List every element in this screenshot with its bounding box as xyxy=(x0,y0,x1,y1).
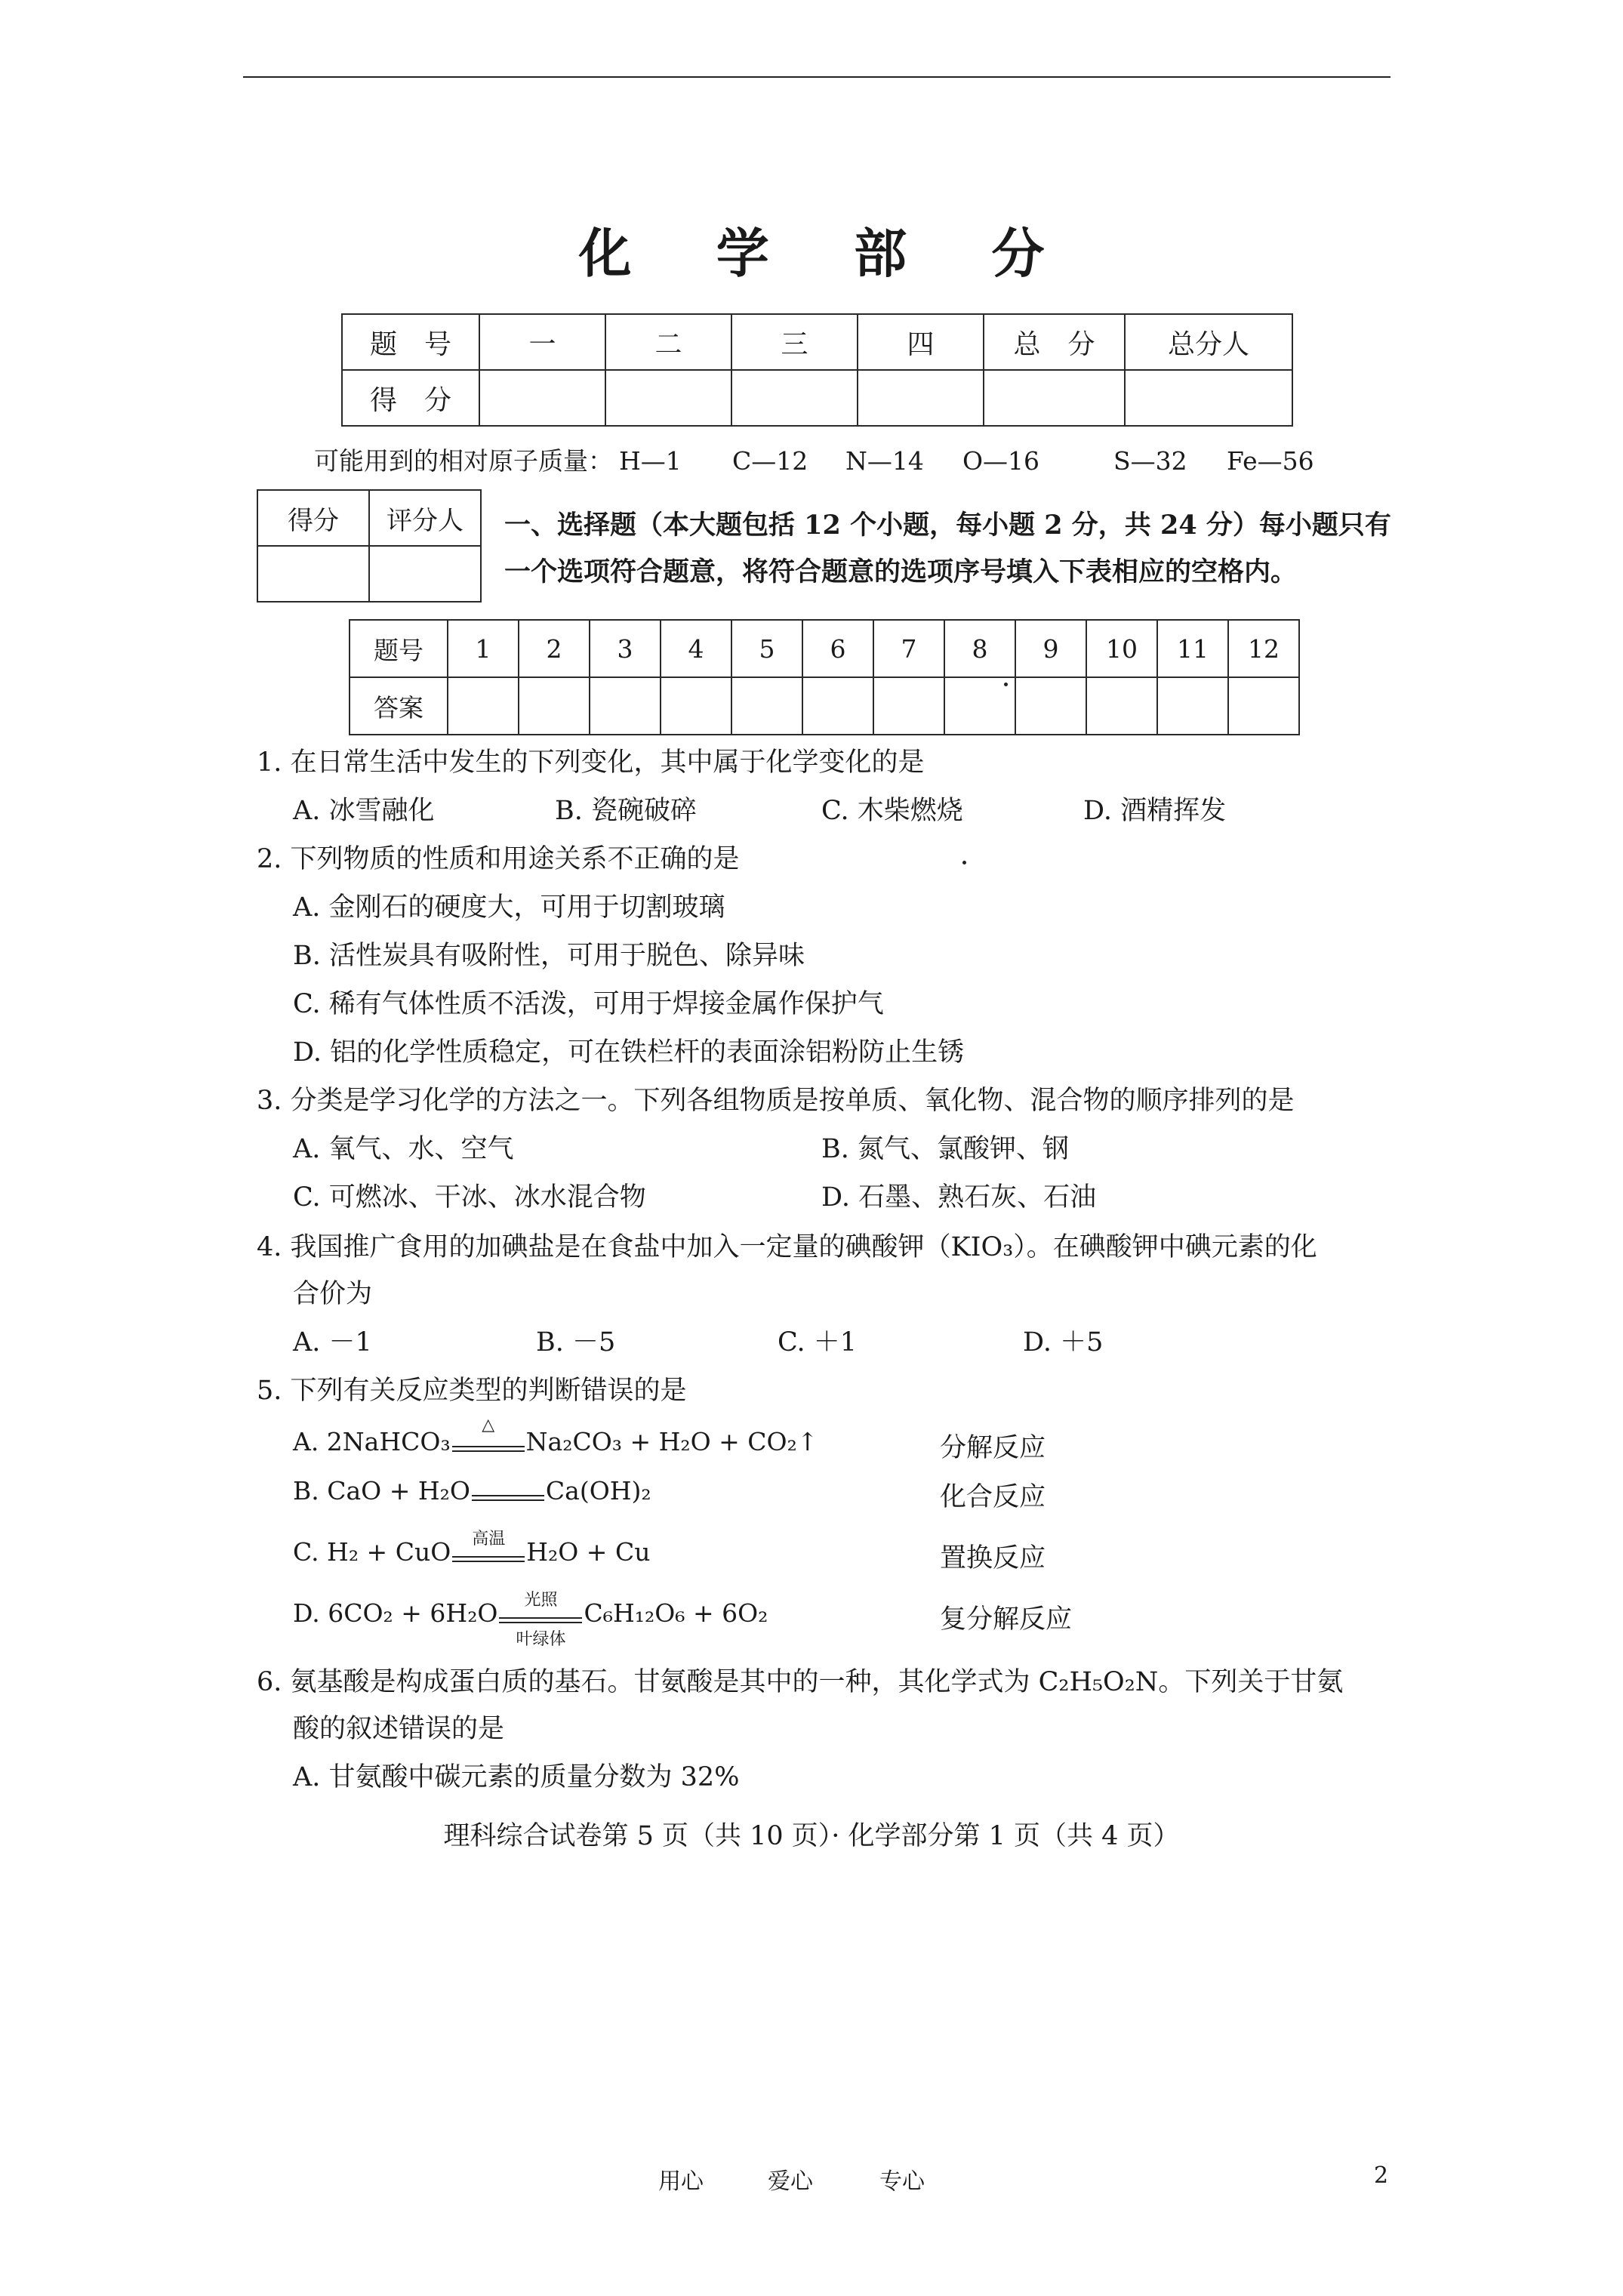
equation-c-products: H₂O + Cu xyxy=(526,1537,651,1567)
answer-table xyxy=(349,619,1300,735)
score-header-cell: 四 xyxy=(858,314,984,370)
equation-b-reactants: B. CaO + H₂O xyxy=(293,1476,470,1505)
equation-a-type: 分解反应 xyxy=(940,1433,1046,1463)
page-title: 化 学 部 分 xyxy=(578,222,1078,285)
equation-c-type: 置换反应 xyxy=(940,1543,1046,1573)
answer-cell[interactable] xyxy=(448,677,519,735)
equation-d-reactants: D. 6CO₂ + 6H₂O xyxy=(293,1598,498,1628)
question-3-option-d: D. 石墨、熟石灰、石油 xyxy=(821,1182,1097,1213)
score-header-cell: 总 分 xyxy=(984,314,1125,370)
answer-cell[interactable] xyxy=(519,677,590,735)
equation-condition-below: 叶绿体 xyxy=(516,1630,566,1649)
answer-table-number: 4 xyxy=(661,620,731,677)
equation-d-products: C₆H₁₂O₆ + 6O₂ xyxy=(584,1598,768,1628)
score-header-cell: 一 xyxy=(479,314,605,370)
answer-table-number: 12 xyxy=(1228,620,1299,677)
question-3-stem: 3. 分类是学习化学的方法之一。下列各组物质是按单质、氧化物、混合物的顺序排列的是 xyxy=(257,1086,1295,1116)
answer-cell[interactable] xyxy=(590,677,661,735)
equation-arrow xyxy=(452,1416,525,1455)
equation-c xyxy=(293,1530,651,1567)
answer-table-number: 7 xyxy=(873,620,944,677)
equation-a-products: Na₂CO₃ + H₂O + CO₂↑ xyxy=(525,1427,818,1456)
question-3-option-a: A. 氧气、水、空气 xyxy=(293,1134,514,1164)
score-header-cell: 总分人 xyxy=(1125,314,1292,370)
question-4-option-c: C. ＋1 xyxy=(778,1327,858,1358)
answer-table-q-label: 题号 xyxy=(350,620,448,677)
question-2-stem: 2. 下列物质的性质和用途关系不正确的是 xyxy=(257,844,740,874)
grader-box xyxy=(257,489,482,603)
question-1-option-c: C. 木柴燃烧 xyxy=(821,796,963,826)
grader-name-label: 评分人 xyxy=(369,490,481,546)
question-4-stem-cont: 合价为 xyxy=(293,1279,373,1309)
score-header-cell: 二 xyxy=(605,314,731,370)
question-1-stem: 1. 在日常生活中发生的下列变化，其中属于化学变化的是 xyxy=(257,747,925,778)
question-3-option-b: B. 氮气、氯酸钾、钢 xyxy=(821,1134,1069,1164)
question-4-stem: 4. 我国推广食用的加碘盐是在食盐中加入一定量的碘酸钾（KIO₃）。在碘酸钾中碘元素的化 xyxy=(257,1232,1317,1262)
answer-cell[interactable] xyxy=(731,677,802,735)
equation-b-type: 化合反应 xyxy=(940,1482,1046,1512)
question-3-option-c: C. 可燃冰、干冰、冰水混合物 xyxy=(293,1182,646,1213)
question-2-option-a: A. 金刚石的硬度大，可用于切割玻璃 xyxy=(293,892,725,923)
answer-cell[interactable] xyxy=(1015,677,1086,735)
score-cell[interactable] xyxy=(605,370,731,426)
answer-table-a-label: 答案 xyxy=(350,677,448,735)
question-4-option-d: D. ＋5 xyxy=(1023,1327,1104,1358)
equation-arrow xyxy=(472,1481,544,1504)
print-speck xyxy=(962,861,966,864)
score-cell[interactable] xyxy=(731,370,858,426)
answer-table-number: 6 xyxy=(802,620,873,677)
equation-a xyxy=(293,1416,818,1456)
question-6-stem: 6. 氨基酸是构成蛋白质的基石。甘氨酸是其中的一种，其化学式为 C₂H₅O₂N。下列关于甘氨 xyxy=(257,1667,1344,1697)
atomic-mass-item: Fe—56 xyxy=(1227,446,1314,476)
question-5-stem: 5. 下列有关反应类型的判断错误的是 xyxy=(257,1376,687,1406)
top-rule xyxy=(243,76,1390,78)
atomic-masses-label: 可能用到的相对原子质量： xyxy=(314,446,613,476)
answer-table-number: 11 xyxy=(1157,620,1228,677)
atomic-mass-item: O—16 xyxy=(962,446,1040,476)
grader-score-label: 得分 xyxy=(257,490,369,546)
answer-cell[interactable] xyxy=(1086,677,1157,735)
motto-item: 用心 xyxy=(658,2168,704,2195)
score-cell[interactable] xyxy=(984,370,1125,426)
question-1-option-b: B. 瓷碗破碎 xyxy=(555,796,697,826)
question-1-option-a: A. 冰雪融化 xyxy=(293,796,435,826)
question-2-option-b: B. 活性炭具有吸附性，可用于脱色、除异味 xyxy=(293,941,805,971)
answer-table-number: 3 xyxy=(590,620,661,677)
question-2-option-d: D. 铝的化学性质稳定，可在铁栏杆的表面涂铝粉防止生锈 xyxy=(293,1037,965,1068)
question-2-option-c: C. 稀有气体性质不活泼，可用于焊接金属作保护气 xyxy=(293,989,884,1019)
question-4-option-a: A. －1 xyxy=(293,1327,372,1358)
atomic-mass-item: S—32 xyxy=(1113,446,1187,476)
answer-table-number: 9 xyxy=(1015,620,1086,677)
equation-b xyxy=(293,1476,651,1505)
equation-arrow xyxy=(452,1530,525,1565)
score-cell[interactable] xyxy=(479,370,605,426)
atomic-masses xyxy=(314,442,1314,477)
exam-page-footer: 理科综合试卷第 5 页（共 10 页）· 化学部分第 1 页（共 4 页） xyxy=(443,1821,1180,1851)
question-6-option-a: A. 甘氨酸中碳元素的质量分数为 32% xyxy=(293,1762,740,1792)
equation-b-products: Ca(OH)₂ xyxy=(545,1476,651,1505)
answer-cell[interactable] xyxy=(873,677,944,735)
score-row-label: 得 分 xyxy=(342,370,479,426)
answer-table-number: 8 xyxy=(944,620,1015,677)
score-header-cell: 题 号 xyxy=(342,314,479,370)
equation-d xyxy=(293,1591,768,1649)
section-heading: 一、选择题（本大题包括 12 个小题，每小题 2 分，共 24 分）每小题只有一个选项符合题意，将符合题意的选项序号填入下表相应的空格内。 xyxy=(504,510,1391,587)
score-cell[interactable] xyxy=(858,370,984,426)
motto-item: 爱心 xyxy=(768,2168,813,2195)
answer-table-number: 1 xyxy=(448,620,519,677)
print-speck xyxy=(1004,683,1008,686)
grader-score-cell[interactable] xyxy=(257,546,369,602)
question-6-stem-cont: 酸的叙述错误的是 xyxy=(293,1714,505,1744)
equation-condition: △ xyxy=(482,1416,495,1435)
answer-table-number: 5 xyxy=(731,620,802,677)
equation-arrow xyxy=(499,1591,582,1649)
question-1-option-d: D. 酒精挥发 xyxy=(1083,796,1227,826)
grader-name-cell[interactable] xyxy=(369,546,481,602)
score-header-cell: 三 xyxy=(731,314,858,370)
atomic-mass-item: N—14 xyxy=(845,446,924,476)
equation-d-type: 复分解反应 xyxy=(940,1604,1073,1635)
score-table xyxy=(341,313,1293,427)
atomic-mass-item: H—1 xyxy=(619,446,682,476)
score-cell[interactable] xyxy=(1125,370,1292,426)
atomic-mass-item: C—12 xyxy=(732,446,808,476)
motto-item: 专心 xyxy=(879,2168,925,2195)
page-number: 2 xyxy=(1374,2162,1389,2189)
equation-a-reactants: A. 2NaHCO₃ xyxy=(293,1427,451,1456)
equation-c-reactants: C. H₂ + CuO xyxy=(293,1537,451,1567)
answer-table-number: 2 xyxy=(519,620,590,677)
question-4-option-b: B. －5 xyxy=(536,1327,616,1358)
answer-cell[interactable] xyxy=(1157,677,1228,735)
answer-table-number: 10 xyxy=(1086,620,1157,677)
answer-cell[interactable] xyxy=(1228,677,1299,735)
answer-cell[interactable] xyxy=(802,677,873,735)
answer-cell[interactable] xyxy=(661,677,731,735)
equation-condition: 高温 xyxy=(472,1530,506,1549)
equation-condition: 光照 xyxy=(524,1591,558,1610)
